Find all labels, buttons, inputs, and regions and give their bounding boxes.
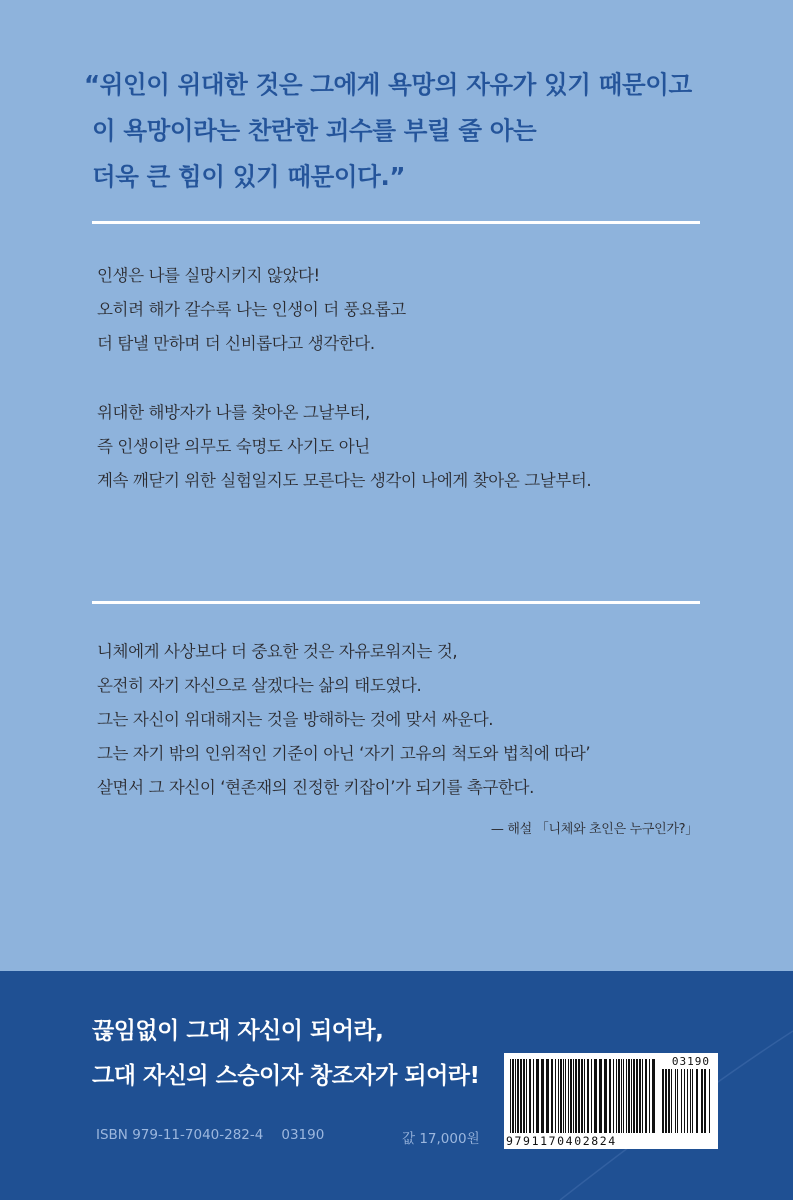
- barcode-bar: [536, 1059, 539, 1133]
- quote-line-1: “위인이 위대한 것은 그에게 욕망의 자유가 있기 때문이고: [84, 70, 692, 99]
- barcode-bar: [581, 1059, 583, 1133]
- barcode-bar: [649, 1059, 650, 1133]
- barcode-bar: [628, 1059, 630, 1133]
- barcode-main-number: 9791170402824: [506, 1134, 617, 1148]
- paragraph-1: [97, 259, 406, 361]
- barcode-addon-bar: [696, 1069, 698, 1133]
- barcode-bar: [515, 1059, 516, 1133]
- barcode-bar: [568, 1059, 569, 1133]
- barcode-bar: [558, 1059, 559, 1133]
- quote-line-3: 더욱 큰 힘이 있기 때문이다.”: [92, 162, 406, 191]
- barcode-bar: [584, 1059, 585, 1133]
- barcode: [504, 1053, 718, 1149]
- barcode-bar: [523, 1059, 525, 1133]
- barcode-bar: [575, 1059, 577, 1133]
- barcode-addon-bar: [704, 1069, 706, 1133]
- paragraph-3-line-1: 니체에게 사상보다 더 중요한 것은 자유로워지는 것,: [97, 642, 458, 661]
- barcode-bar: [512, 1059, 514, 1133]
- barcode-bar: [520, 1059, 522, 1133]
- paragraph-3-line-4: 그는 자기 밖의 인위적인 기준이 아닌 ‘자기 고유의 척도와 법칙에 따라’: [97, 744, 591, 763]
- barcode-bar: [594, 1059, 597, 1133]
- barcode-bar: [591, 1059, 592, 1133]
- barcode-addon-bar: [677, 1069, 678, 1133]
- barcode-bar: [526, 1059, 527, 1133]
- barcode-bar: [636, 1059, 638, 1133]
- paragraph-2: [97, 396, 591, 498]
- quote-block: [84, 62, 724, 200]
- paragraph-2-line-3: 계속 깨닫기 위한 실험일지도 모른다는 생각이 나에게 찾아온 그날부터.: [97, 471, 592, 490]
- slogan: [92, 1009, 480, 1099]
- barcode-bar: [551, 1059, 553, 1133]
- barcode-bar: [633, 1059, 635, 1133]
- barcode-bar: [570, 1059, 572, 1133]
- barcode-addon-bar: [671, 1069, 672, 1133]
- barcode-addon-bar: [692, 1069, 693, 1133]
- barcode-bar: [529, 1059, 531, 1133]
- barcode-addon-bar: [687, 1069, 688, 1133]
- barcode-addon-bar: [709, 1069, 710, 1133]
- barcode-bar: [555, 1059, 556, 1133]
- barcode-bar: [599, 1059, 602, 1133]
- barcode-addon-bar: [701, 1069, 703, 1133]
- barcode-bar: [631, 1059, 632, 1133]
- paragraph-2-line-1: 위대한 해방자가 나를 찾아온 그날부터,: [97, 403, 370, 422]
- paragraph-1-line-3: 더 탐낼 만하며 더 신비롭다고 생각한다.: [97, 334, 375, 353]
- isbn-number: ISBN 979-11-7040-282-4: [96, 1127, 264, 1143]
- barcode-bar: [533, 1059, 534, 1133]
- barcode-bar: [563, 1059, 564, 1133]
- barcode-addon-bar: [675, 1069, 676, 1133]
- barcode-bar: [604, 1059, 607, 1133]
- barcode-bar: [642, 1059, 643, 1133]
- bottom-band: [0, 971, 793, 1200]
- barcode-addon-bar: [681, 1069, 682, 1133]
- barcode-addon-bar: [662, 1069, 664, 1133]
- barcode-bar: [587, 1059, 589, 1133]
- attribution: — 해설 「니체와 초인은 누구인가?」: [490, 822, 698, 837]
- divider-top: [92, 221, 700, 224]
- paragraph-1-line-2: 오히려 해가 갈수록 나는 인생이 더 풍요롭고: [97, 300, 406, 319]
- divider-middle: [92, 601, 700, 604]
- barcode-addon-number: 03190: [671, 1055, 710, 1068]
- isbn-label: [96, 1127, 324, 1143]
- barcode-addon-bar: [665, 1069, 667, 1133]
- barcode-bar: [621, 1059, 622, 1133]
- paragraph-3-line-3: 그는 자신이 위대해지는 것을 방해하는 것에 맞서 싸운다.: [97, 710, 494, 729]
- barcode-bar: [517, 1059, 519, 1133]
- barcode-bar: [609, 1059, 611, 1133]
- barcode-bar: [510, 1059, 511, 1133]
- barcode-bar: [623, 1059, 624, 1133]
- paragraph-3-line-5: 살면서 그 자신이 ‘현존재의 진정한 키잡이’가 되기를 촉구한다.: [97, 778, 534, 797]
- barcode-bar: [652, 1059, 655, 1133]
- barcode-bar: [565, 1059, 566, 1133]
- slogan-line-2: 그대 자신의 스승이자 창조자가 되어라!: [92, 1063, 480, 1089]
- paragraph-3-line-2: 온전히 자기 자신으로 살겠다는 삶의 태도였다.: [97, 676, 422, 695]
- barcode-bar: [618, 1059, 620, 1133]
- barcode-bar: [541, 1059, 544, 1133]
- barcode-addon-bar: [684, 1069, 685, 1133]
- barcode-bar: [639, 1059, 641, 1133]
- barcode-bar: [546, 1059, 549, 1133]
- isbn-addon: 03190: [281, 1127, 325, 1143]
- quote-line-2: 이 욕망이라는 찬란한 괴수를 부릴 줄 아는: [92, 116, 537, 145]
- paragraph-1-line-1: 인생은 나를 실망시키지 않았다!: [97, 266, 320, 285]
- paragraph-3: [97, 635, 590, 805]
- barcode-bar: [645, 1059, 647, 1133]
- barcode-bar: [578, 1059, 580, 1133]
- slogan-line-1: 끊임없이 그대 자신이 되어라,: [92, 1018, 384, 1044]
- paragraph-2-line-2: 즉 인생이란 의무도 숙명도 사기도 아닌: [97, 437, 370, 456]
- barcode-bar: [560, 1059, 562, 1133]
- barcode-addon-bar: [668, 1069, 670, 1133]
- barcode-bar: [616, 1059, 617, 1133]
- barcode-bar: [573, 1059, 574, 1133]
- barcode-bar: [613, 1059, 614, 1133]
- price-label: 값 17,000원: [402, 1131, 480, 1147]
- barcode-bar: [626, 1059, 627, 1133]
- barcode-addon-bar: [690, 1069, 691, 1133]
